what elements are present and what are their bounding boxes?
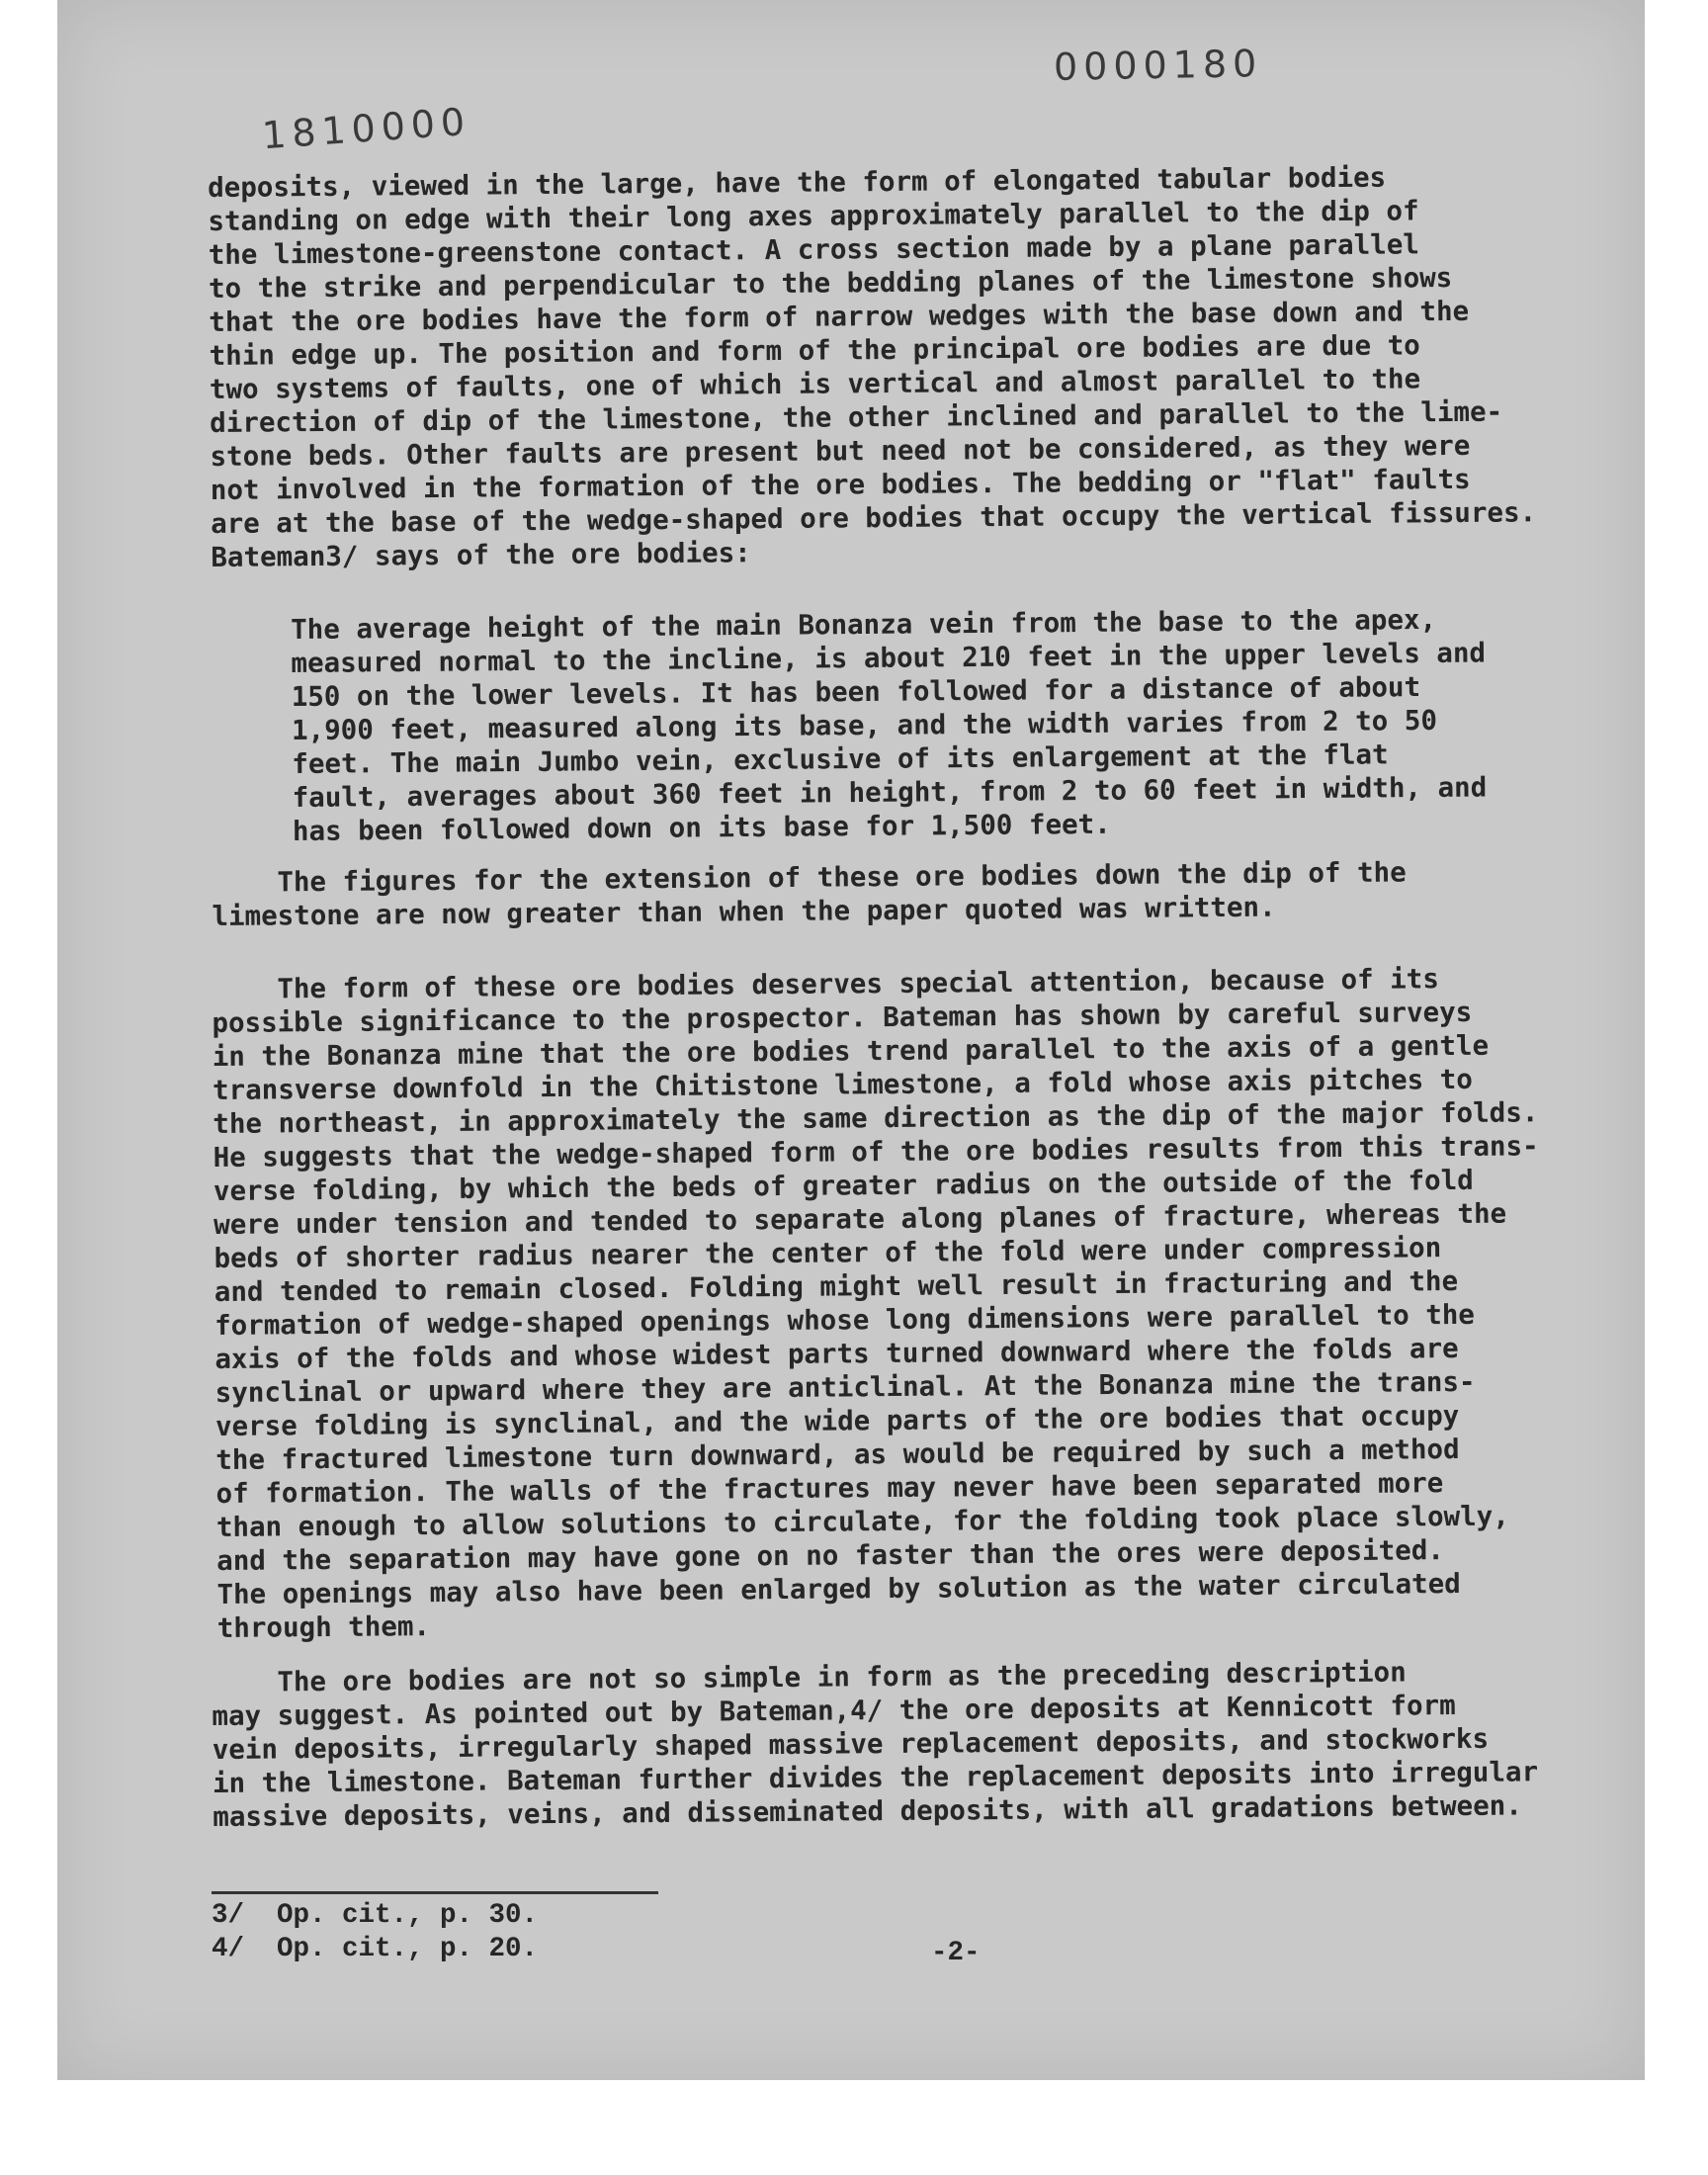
footnote-divider xyxy=(212,1891,658,1894)
page-stamp-number: 0000180 xyxy=(1053,42,1263,89)
block-quote: The average height of the main Bonanza vein from the base to the apex, measured normal to the incline, is about 210 feet in the upper levels and 150 on the lower levels. It has been followed for a distance of about 1,900 feet, measured along its base, and the width varies from 2 to 50 feet. The main Jumbo vein, exclusive of its enlargement at the flat fault, averages about 360 feet in height, from 2 to 60 feet in width, and has been followed down on its base for 1,500 feet. xyxy=(291,603,1488,847)
footnote-3: 3/ Op. cit., p. 30. xyxy=(212,1900,539,1931)
footnote-4: 4/ Op. cit., p. 20. xyxy=(212,1934,539,1964)
body-paragraph-3: The form of these ore bodies deserves special attention, because of its possible significance to the prospector. Bateman has shown by careful surveys in the Bonanza mine that the ore bodies trend parallel to the axis of a gentle transverse downfold in the Chitistone limestone, a fold whose axis pitches to the northeast, in approximately the same direction as the dip of the major folds. He suggests that the wedge-shaped form of the ore bodies results from this trans- verse folding, by which the beds of greater radius on the outside of the fold were under tension and tended to separate along planes of fracture, whereas the beds of shorter radius nearer the center of the fold were under compression and tended to remain closed. Folding might well result in fracturing and the formation of wedge-shaped openings whose long dimensions were parallel to the axis of the folds and whose widest parts turned downward where the folds are synclinal or upward where they are anticlinal. At the Bonanza mine the trans- verse folding is synclinal, and the wide parts of the ore bodies that occupy the fractured limestone turn downward, as would be required by such a method of formation. The walls of the fractures may never have been separated more than enough to allow solutions to circulate, for the folding took place slowly, and the separation may have gone on no faster than the ores were deposited. The openings may also have been enlarged by solution as the water circulated through them. xyxy=(212,963,1539,1644)
page-stamp-number-left: 1810000 xyxy=(260,99,472,158)
document-page xyxy=(57,0,1645,2080)
body-paragraph-1: deposits, viewed in the large, have the form of elongated tabular bodies standing on edge with their long axes approximately parallel to the dip of the limestone-greenstone contact. A cross section made by a plane parallel to the strike and perpendicular to the bedding planes of the limestone shows that the ore bodies have the form of narrow wedges with the base down and the thin edge up. The position and form of the principal ore bodies are due to two systems of faults, one of which is vertical and almost parallel to the direction of dip of the limestone, the other inclined and parallel to the lime- stone beds. Other faults are present but need not be considered, as they were not involved in the formation of the ore bodies. The bedding or "flat" faults are at the base of the wedge-shaped ore bodies that occupy the vertical fissures. Bateman3/ says of the ore bodies: xyxy=(208,161,1537,573)
body-paragraph-2: The figures for the extension of these ore bodies down the dip of the limestone are now greater than when the paper quoted was written. xyxy=(212,856,1407,932)
page-number: -2- xyxy=(931,1938,981,1968)
body-paragraph-4: The ore bodies are not so simple in form as the preceding description may suggest. As pointed out by Bateman,4/ the ore deposits at Kennicott form vein deposits, irregularly shaped massive replacement deposits, and stockworks in the limestone. Bateman further divides the replacement deposits into irregular massive deposits, veins, and disseminated deposits, with all gradations between. xyxy=(212,1656,1539,1833)
